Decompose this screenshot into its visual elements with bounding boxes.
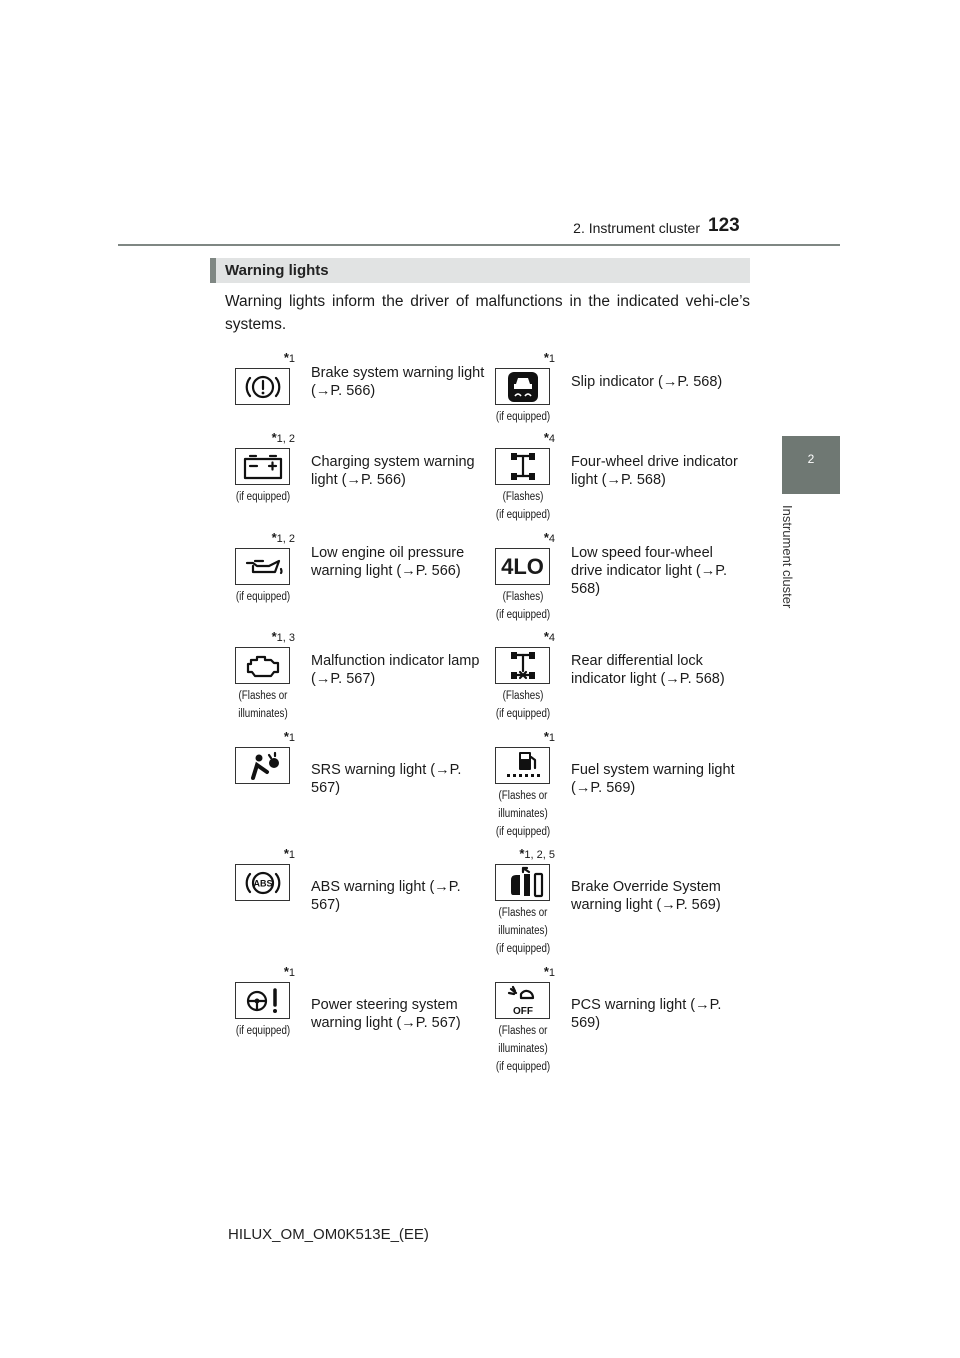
icon-caption: (if equipped) xyxy=(235,591,291,603)
footnote-marker: *4 xyxy=(543,629,555,644)
footnote-number: 1, 2 xyxy=(276,433,295,445)
icon-caption: (if equipped) xyxy=(495,708,551,720)
warning-light-description: Low engine oil pressure warning light (→P. 566) xyxy=(311,545,465,579)
footnote-number: 1 xyxy=(288,849,295,861)
footnote-number: 1 xyxy=(288,353,295,365)
warning-light-description: Power steering system warning light (→P. 567) xyxy=(311,997,461,1031)
page-number: 123 xyxy=(708,215,740,236)
footnote-number: 4 xyxy=(548,433,555,445)
engine-icon xyxy=(235,647,290,684)
brake-warning-icon xyxy=(235,368,290,405)
warning-light-description: Low speed four-wheel drive indicator light (→P. 568) xyxy=(571,545,728,597)
footnote-marker: *1, 2 xyxy=(271,530,295,545)
footnote-number: 4 xyxy=(548,533,555,545)
footnote-number: 1 xyxy=(288,967,295,979)
icon-caption: (Flashes or xyxy=(238,690,288,702)
footnote-marker: *1 xyxy=(283,729,295,744)
icon-caption: (Flashes) xyxy=(502,591,544,603)
footnote-number: 1 xyxy=(548,353,555,365)
warning-light-description: Four-wheel drive indicator light (→P. 568) xyxy=(571,454,738,488)
warning-light-description: Rear differential lock indicator light (→P. 568) xyxy=(571,653,725,687)
footnote-number: 1 xyxy=(288,732,295,744)
pcs-off-icon xyxy=(495,982,550,1019)
footnote-marker: *4 xyxy=(543,530,555,545)
chapter-tab-label-text: Instrument cluster xyxy=(780,505,795,609)
brake-override-icon xyxy=(495,864,550,901)
icon-caption: (Flashes or xyxy=(498,790,548,802)
warning-light-description: Charging system warning light (→P. 566) xyxy=(311,454,475,488)
warning-light-description: PCS warning light (→P. 569) xyxy=(571,997,722,1031)
intro-paragraph: Warning lights inform the driver of malfunctions in the indicated vehi-cle’s systems. xyxy=(225,293,750,333)
footnote-number: 1, 2, 5 xyxy=(524,849,555,861)
4lo-icon xyxy=(495,548,550,585)
footnote-marker: *1 xyxy=(283,964,295,979)
warning-light-description: Slip indicator (→P. 568) xyxy=(571,374,723,390)
icon-caption: (Flashes) xyxy=(502,491,544,503)
icon-caption: (if equipped) xyxy=(495,609,551,621)
section-heading xyxy=(210,258,750,283)
footnote-number: 4 xyxy=(548,632,555,644)
footnote-marker: *1, 2, 5 xyxy=(519,846,555,861)
footnote-marker: *1 xyxy=(543,729,555,744)
warning-light-description: Fuel system warning light (→P. 569) xyxy=(571,762,735,796)
chapter-tab-label xyxy=(780,505,810,625)
footnote-marker: *1 xyxy=(283,350,295,365)
footnote-number: 1, 3 xyxy=(276,632,295,644)
steering-wheel-warning-icon xyxy=(235,982,290,1019)
header-rule xyxy=(118,244,840,246)
icon-caption: (Flashes or xyxy=(498,1025,548,1037)
four-wheel-drive-icon xyxy=(495,448,550,485)
battery-icon xyxy=(235,448,290,485)
footnote-number: 1 xyxy=(548,967,555,979)
footnote-number: 1, 2 xyxy=(276,533,295,545)
icon-caption: illuminates) xyxy=(498,808,548,820)
footnote-number: 1 xyxy=(548,732,555,744)
airbag-icon xyxy=(235,747,290,784)
icon-caption: (Flashes) xyxy=(502,690,544,702)
icon-caption: illuminates) xyxy=(238,708,288,720)
slip-indicator-icon xyxy=(495,368,550,405)
icon-caption: illuminates) xyxy=(498,925,548,937)
icon-caption: (if equipped) xyxy=(235,491,291,503)
icon-caption: (if equipped) xyxy=(495,943,551,955)
section-heading-text: Warning lights xyxy=(225,262,329,279)
abs-icon xyxy=(235,864,290,901)
warning-light-description: Malfunction indicator lamp (→P. 567) xyxy=(311,653,480,687)
footnote-marker: *1 xyxy=(283,846,295,861)
pcs-off-text: OFF xyxy=(512,1005,533,1017)
document-code: HILUX_OM_OM0K513E_(EE) xyxy=(228,1226,429,1243)
4lo-text: 4LO xyxy=(501,553,544,579)
oil-can-icon xyxy=(235,548,290,585)
footnote-marker: *1, 3 xyxy=(271,629,295,644)
icon-caption: (Flashes or xyxy=(498,907,548,919)
svg-text:ABS: ABS xyxy=(252,878,273,888)
diff-lock-icon xyxy=(495,647,550,684)
footnote-marker: *4 xyxy=(543,430,555,445)
icon-caption: (if equipped) xyxy=(495,826,551,838)
footnote-marker: *1 xyxy=(543,964,555,979)
warning-light-description: SRS warning light (→P. 567) xyxy=(311,762,462,796)
warning-light-description: Brake Override System warning light (→P. 569) xyxy=(571,879,721,913)
icon-caption: (if equipped) xyxy=(495,509,551,521)
warning-light-description: ABS warning light (→P. 567) xyxy=(311,879,461,913)
warning-light-description: Brake system warning light (→P. 566) xyxy=(311,365,485,399)
chapter-tab-number: 2 xyxy=(782,436,840,494)
icon-caption: (if equipped) xyxy=(495,411,551,423)
footnote-marker: *1 xyxy=(543,350,555,365)
icon-caption: (if equipped) xyxy=(235,1025,291,1037)
fuel-pump-icon xyxy=(495,747,550,784)
icon-caption: (if equipped) xyxy=(495,1061,551,1073)
icon-caption: illuminates) xyxy=(498,1043,548,1055)
header-section-title: 2. Instrument cluster xyxy=(573,220,700,236)
footnote-marker: *1, 2 xyxy=(271,430,295,445)
